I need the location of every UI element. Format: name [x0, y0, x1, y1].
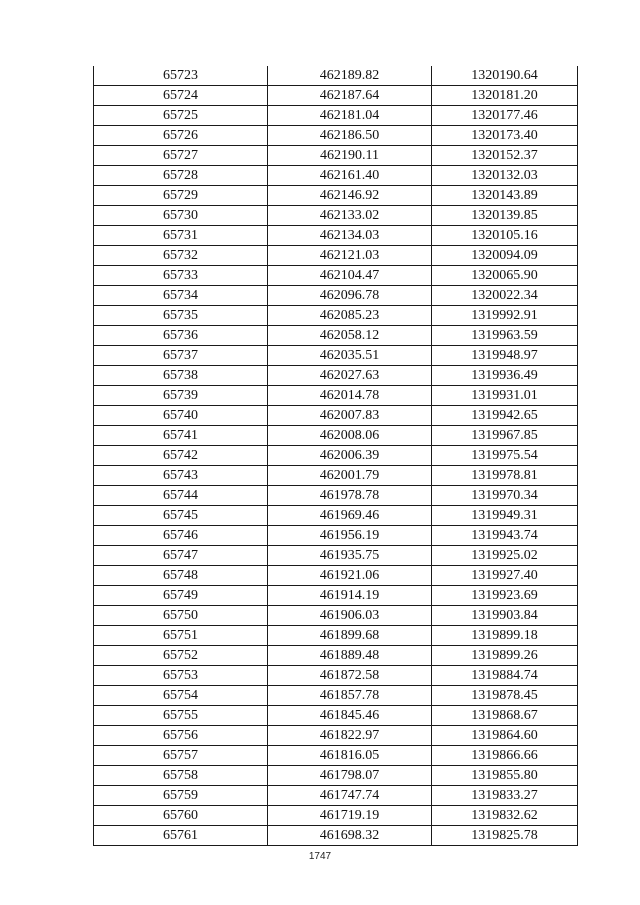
- point-id-cell: 65731: [94, 226, 268, 246]
- y-coordinate-cell: 1319978.81: [432, 466, 578, 486]
- y-coordinate-cell: 1319866.66: [432, 746, 578, 766]
- point-id-cell: 65754: [94, 686, 268, 706]
- table-row: [94, 666, 578, 686]
- y-coordinate-cell: 1319899.26: [432, 646, 578, 666]
- coordinate-table: [93, 66, 578, 846]
- table-row: [94, 146, 578, 166]
- x-coordinate-cell: 461857.78: [268, 686, 432, 706]
- table-row: [94, 626, 578, 646]
- point-id-cell: 65740: [94, 406, 268, 426]
- point-id-cell: 65753: [94, 666, 268, 686]
- y-coordinate-cell: 1320152.37: [432, 146, 578, 166]
- y-coordinate-cell: 1319975.54: [432, 446, 578, 466]
- y-coordinate-cell: 1319864.60: [432, 726, 578, 746]
- point-id-cell: 65732: [94, 246, 268, 266]
- point-id-cell: 65751: [94, 626, 268, 646]
- table-row: [94, 706, 578, 726]
- table-row: [94, 226, 578, 246]
- table-row: [94, 566, 578, 586]
- y-coordinate-cell: 1320139.85: [432, 206, 578, 226]
- point-id-cell: 65747: [94, 546, 268, 566]
- point-id-cell: 65739: [94, 386, 268, 406]
- point-id-cell: 65748: [94, 566, 268, 586]
- x-coordinate-cell: 462189.82: [268, 66, 432, 86]
- point-id-cell: 65733: [94, 266, 268, 286]
- y-coordinate-cell: 1320065.90: [432, 266, 578, 286]
- point-id-cell: 65743: [94, 466, 268, 486]
- point-id-cell: 65728: [94, 166, 268, 186]
- table-row: [94, 786, 578, 806]
- x-coordinate-cell: 462121.03: [268, 246, 432, 266]
- x-coordinate-cell: 462146.92: [268, 186, 432, 206]
- x-coordinate-cell: 461956.19: [268, 526, 432, 546]
- table-row: [94, 606, 578, 626]
- x-coordinate-cell: 462008.06: [268, 426, 432, 446]
- point-id-cell: 65757: [94, 746, 268, 766]
- point-id-cell: 65730: [94, 206, 268, 226]
- table-row: [94, 326, 578, 346]
- point-id-cell: 65742: [94, 446, 268, 466]
- table-row: [94, 506, 578, 526]
- table-row: [94, 166, 578, 186]
- y-coordinate-cell: 1319992.91: [432, 306, 578, 326]
- y-coordinate-cell: 1319963.59: [432, 326, 578, 346]
- point-id-cell: 65758: [94, 766, 268, 786]
- y-coordinate-cell: 1319967.85: [432, 426, 578, 446]
- x-coordinate-cell: 461921.06: [268, 566, 432, 586]
- y-coordinate-cell: 1320094.09: [432, 246, 578, 266]
- y-coordinate-cell: 1319868.67: [432, 706, 578, 726]
- point-id-cell: 65746: [94, 526, 268, 546]
- table-row: [94, 106, 578, 126]
- point-id-cell: 65756: [94, 726, 268, 746]
- point-id-cell: 65752: [94, 646, 268, 666]
- y-coordinate-cell: 1320143.89: [432, 186, 578, 206]
- x-coordinate-cell: 461899.68: [268, 626, 432, 646]
- x-coordinate-cell: 461845.46: [268, 706, 432, 726]
- table-row: [94, 546, 578, 566]
- point-id-cell: 65727: [94, 146, 268, 166]
- table-row: [94, 206, 578, 226]
- point-id-cell: 65734: [94, 286, 268, 306]
- y-coordinate-cell: 1319931.01: [432, 386, 578, 406]
- table-row: [94, 406, 578, 426]
- x-coordinate-cell: 462161.40: [268, 166, 432, 186]
- y-coordinate-cell: 1319927.40: [432, 566, 578, 586]
- x-coordinate-cell: 461747.74: [268, 786, 432, 806]
- page-number: 1747: [308, 851, 332, 862]
- table-row: [94, 446, 578, 466]
- table-row: [94, 726, 578, 746]
- y-coordinate-cell: 1319903.84: [432, 606, 578, 626]
- x-coordinate-cell: 462133.02: [268, 206, 432, 226]
- y-coordinate-cell: 1319884.74: [432, 666, 578, 686]
- point-id-cell: 65726: [94, 126, 268, 146]
- y-coordinate-cell: 1319942.65: [432, 406, 578, 426]
- y-coordinate-cell: 1319832.62: [432, 806, 578, 826]
- table-row: [94, 646, 578, 666]
- table-row: [94, 126, 578, 146]
- point-id-cell: 65736: [94, 326, 268, 346]
- table-row: [94, 466, 578, 486]
- table-row: [94, 586, 578, 606]
- x-coordinate-cell: 461935.75: [268, 546, 432, 566]
- point-id-cell: 65723: [94, 66, 268, 86]
- table-row: [94, 766, 578, 786]
- x-coordinate-cell: 461798.07: [268, 766, 432, 786]
- point-id-cell: 65749: [94, 586, 268, 606]
- y-coordinate-cell: 1319943.74: [432, 526, 578, 546]
- x-coordinate-cell: 461889.48: [268, 646, 432, 666]
- table-row: [94, 186, 578, 206]
- table-row: [94, 826, 578, 846]
- x-coordinate-cell: 462007.83: [268, 406, 432, 426]
- point-id-cell: 65741: [94, 426, 268, 446]
- table-row: [94, 306, 578, 326]
- x-coordinate-cell: 462058.12: [268, 326, 432, 346]
- table-row: [94, 386, 578, 406]
- table-body: [94, 66, 578, 846]
- table-row: [94, 686, 578, 706]
- point-id-cell: 65744: [94, 486, 268, 506]
- y-coordinate-cell: 1319970.34: [432, 486, 578, 506]
- y-coordinate-cell: 1320181.20: [432, 86, 578, 106]
- x-coordinate-cell: 461822.97: [268, 726, 432, 746]
- x-coordinate-cell: 461719.19: [268, 806, 432, 826]
- x-coordinate-cell: 462027.63: [268, 366, 432, 386]
- x-coordinate-cell: 462085.23: [268, 306, 432, 326]
- x-coordinate-cell: 461872.58: [268, 666, 432, 686]
- x-coordinate-cell: 461914.19: [268, 586, 432, 606]
- y-coordinate-cell: 1319878.45: [432, 686, 578, 706]
- x-coordinate-cell: 462006.39: [268, 446, 432, 466]
- point-id-cell: 65755: [94, 706, 268, 726]
- x-coordinate-cell: 462134.03: [268, 226, 432, 246]
- x-coordinate-cell: 462190.11: [268, 146, 432, 166]
- point-id-cell: 65738: [94, 366, 268, 386]
- x-coordinate-cell: 461978.78: [268, 486, 432, 506]
- x-coordinate-cell: 462001.79: [268, 466, 432, 486]
- table-row: [94, 526, 578, 546]
- x-coordinate-cell: 462035.51: [268, 346, 432, 366]
- table-row: [94, 426, 578, 446]
- table-row: [94, 806, 578, 826]
- point-id-cell: 65745: [94, 506, 268, 526]
- x-coordinate-cell: 461969.46: [268, 506, 432, 526]
- point-id-cell: 65725: [94, 106, 268, 126]
- x-coordinate-cell: 461816.05: [268, 746, 432, 766]
- y-coordinate-cell: 1320190.64: [432, 66, 578, 86]
- y-coordinate-cell: 1319833.27: [432, 786, 578, 806]
- table-row: [94, 286, 578, 306]
- y-coordinate-cell: 1319925.02: [432, 546, 578, 566]
- y-coordinate-cell: 1320177.46: [432, 106, 578, 126]
- table-row: [94, 366, 578, 386]
- y-coordinate-cell: 1319855.80: [432, 766, 578, 786]
- x-coordinate-cell: 462096.78: [268, 286, 432, 306]
- point-id-cell: 65729: [94, 186, 268, 206]
- point-id-cell: 65761: [94, 826, 268, 846]
- point-id-cell: 65724: [94, 86, 268, 106]
- y-coordinate-cell: 1319899.18: [432, 626, 578, 646]
- point-id-cell: 65759: [94, 786, 268, 806]
- point-id-cell: 65735: [94, 306, 268, 326]
- y-coordinate-cell: 1319948.97: [432, 346, 578, 366]
- x-coordinate-cell: 462014.78: [268, 386, 432, 406]
- y-coordinate-cell: 1319949.31: [432, 506, 578, 526]
- table-row: [94, 86, 578, 106]
- table-row: [94, 66, 578, 86]
- y-coordinate-cell: 1320105.16: [432, 226, 578, 246]
- x-coordinate-cell: 461698.32: [268, 826, 432, 846]
- table-row: [94, 486, 578, 506]
- y-coordinate-cell: 1320022.34: [432, 286, 578, 306]
- point-id-cell: 65737: [94, 346, 268, 366]
- x-coordinate-cell: 462187.64: [268, 86, 432, 106]
- x-coordinate-cell: 462181.04: [268, 106, 432, 126]
- y-coordinate-cell: 1320132.03: [432, 166, 578, 186]
- y-coordinate-cell: 1319825.78: [432, 826, 578, 846]
- y-coordinate-cell: 1319923.69: [432, 586, 578, 606]
- x-coordinate-cell: 461906.03: [268, 606, 432, 626]
- table-row: [94, 246, 578, 266]
- x-coordinate-cell: 462186.50: [268, 126, 432, 146]
- table-row: [94, 746, 578, 766]
- point-id-cell: 65760: [94, 806, 268, 826]
- table-row: [94, 346, 578, 366]
- y-coordinate-cell: 1319936.49: [432, 366, 578, 386]
- y-coordinate-cell: 1320173.40: [432, 126, 578, 146]
- x-coordinate-cell: 462104.47: [268, 266, 432, 286]
- point-id-cell: 65750: [94, 606, 268, 626]
- table-row: [94, 266, 578, 286]
